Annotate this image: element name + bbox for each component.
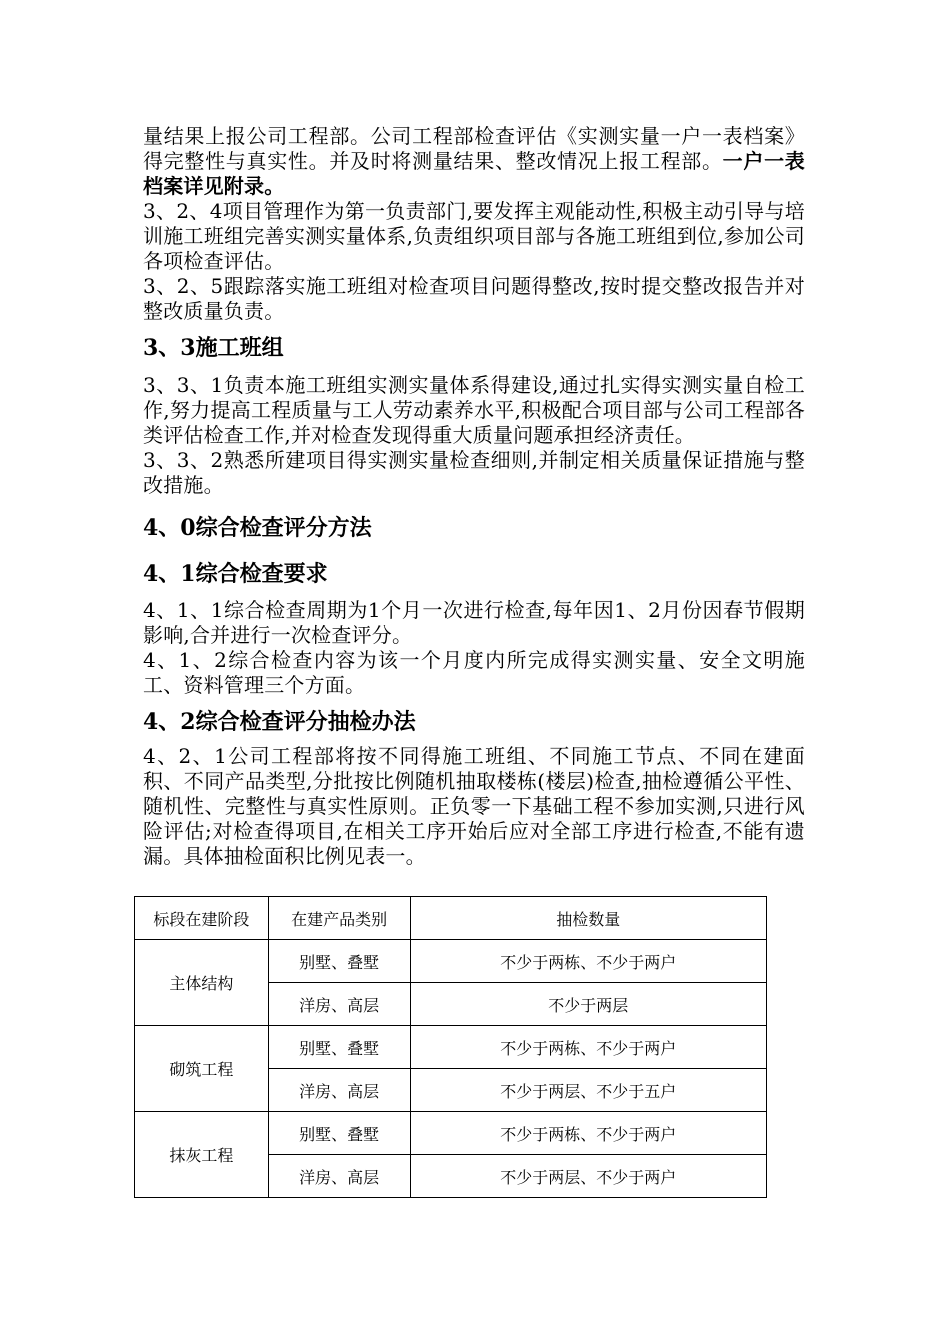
table-stage-cell: 抹灰工程 [135, 1112, 269, 1198]
table-header-cell: 在建产品类别 [268, 897, 410, 940]
sampling-table [134, 896, 767, 1198]
table-category-cell: 别墅、叠墅 [268, 1112, 410, 1155]
table-category-cell: 洋房、高层 [268, 983, 410, 1026]
heading-3-3: 3、3施工班组 [143, 335, 284, 361]
document-body [143, 124, 805, 869]
paragraph-4-1-1: 4、1、1综合检查周期为1个月一次进行检查,每年因1、2月份因春节假期影响,合并进行一次检查评分。 [143, 598, 805, 647]
table-quantity-cell: 不少于两层、不少于两户 [410, 1155, 766, 1198]
heading-4-0: 4、0综合检查评分方法 [143, 515, 372, 541]
table-row [135, 1112, 767, 1155]
paragraph-3-2-5: 3、2、5跟踪落实施工班组对检查项目问题得整改,按时提交整改报告并对整改质量负责。 [143, 274, 805, 323]
paragraph-3-3-2: 3、3、2熟悉所建项目得实测实量检查细则,并制定相关质量保证措施与整改措施。 [143, 448, 805, 497]
table-header-cell: 标段在建阶段 [135, 897, 269, 940]
table-header-cell: 抽检数量 [410, 897, 766, 940]
table-category-cell: 洋房、高层 [268, 1069, 410, 1112]
table-category-cell: 别墅、叠墅 [268, 1026, 410, 1069]
paragraph-appendix-note: 一户一表档案详见附录。 [143, 149, 805, 198]
heading-4-1: 4、1综合检查要求 [143, 561, 328, 587]
table-quantity-cell: 不少于两栋、不少于两户 [410, 940, 766, 983]
table-stage-cell: 主体结构 [135, 940, 269, 1026]
paragraph-4-1-2: 4、1、2综合检查内容为该一个月度内所完成得实测实量、安全文明施工、资料管理三个方面。 [143, 648, 805, 697]
table-quantity-cell: 不少于两栋、不少于两户 [410, 1026, 766, 1069]
table-quantity-cell: 不少于两层 [410, 983, 766, 1026]
paragraph-report-results [143, 124, 805, 199]
table-quantity-cell: 不少于两栋、不少于两户 [410, 1112, 766, 1155]
table-header-row [135, 897, 767, 940]
paragraph-report-results-text: 量结果上报公司工程部。公司工程部检查评估《实测实量一户一表档案》得完整性与真实性。并及时将测量结果、整改情况上报工程部。 [143, 124, 805, 173]
table-stage-cell: 砌筑工程 [135, 1026, 269, 1112]
table-category-cell: 洋房、高层 [268, 1155, 410, 1198]
table-row [135, 1026, 767, 1069]
table-quantity-cell: 不少于两层、不少于五户 [410, 1069, 766, 1112]
paragraph-4-2-1: 4、2、1公司工程部将按不同得施工班组、不同施工节点、不同在建面积、不同产品类型,分批按比例随机抽取楼栋(楼层)检查,抽检遵循公平性、随机性、完整性与真实性原则。正负零一下基础工程不参加实测,只进行风险评估;对检查得项目,在相关工序开始后应对全部工序进行检查,不能有遗漏。具体抽检面积比例见表一。 [143, 744, 805, 868]
paragraph-3-2-4: 3、2、4项目管理作为第一负责部门,要发挥主观能动性,积极主动引导与培训施工班组完善实测实量体系,负责组织项目部与各施工班组到位,参加公司各项检查评估。 [143, 199, 805, 273]
table-row [135, 940, 767, 983]
paragraph-3-3-1: 3、3、1负责本施工班组实测实量体系得建设,通过扎实得实测实量自检工作,努力提高工程质量与工人劳动素养水平,积极配合项目部与公司工程部各类评估检查工作,并对检查发现得重大质量问题承担经济责任。 [143, 373, 805, 447]
heading-4-2: 4、2综合检查评分抽检办法 [143, 709, 416, 735]
table-category-cell: 别墅、叠墅 [268, 940, 410, 983]
